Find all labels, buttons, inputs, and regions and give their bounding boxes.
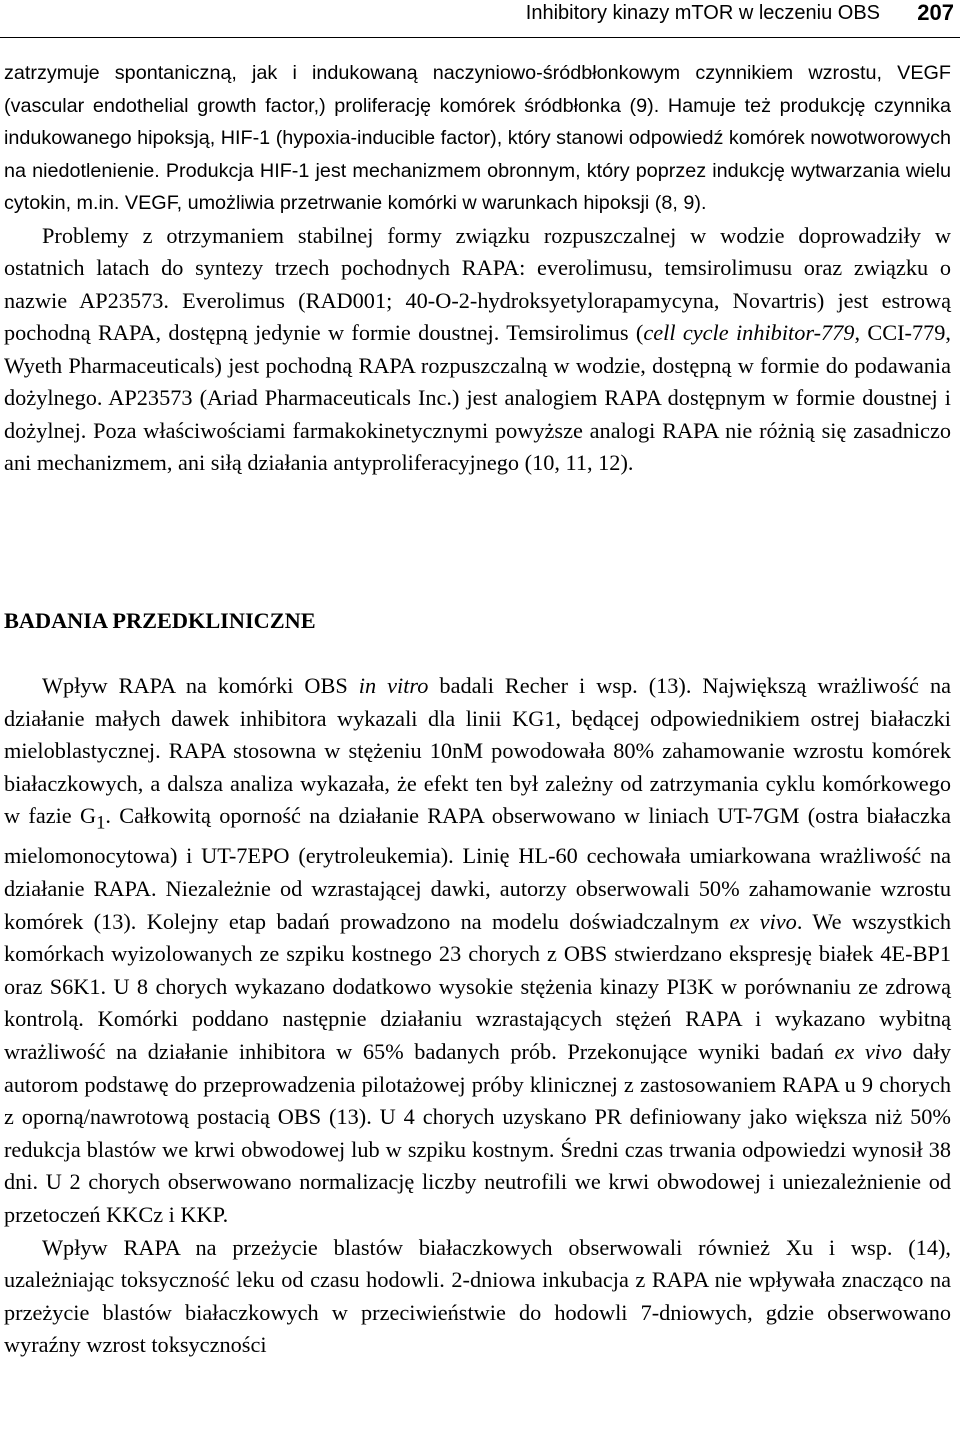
section-heading: BADANIA PRZEDKLINICZNE xyxy=(4,608,316,633)
text-run: , CCI-779, Wyeth Pharmaceuticals) jest pochodną RAPA rozpuszczalną w wodzie, dostępną w formie do podawania dożylnego. AP23573 (Ariad Pharmaceuticals Inc.) jest analogiem RAPA dostępnym w formie doustnej i dożylnej. Poza właściwościami farmakokinetycznymi powyższe analogi RAPA nie różnią się zasadniczo ani mechanizmem, ani siłą działania antyproliferacyjnego (10, 11, 12). xyxy=(4,320,952,475)
paragraph-recher xyxy=(4,670,951,1232)
paragraph-hif: zatrzymuje spontaniczną, jak i indukowaną naczyniowo-śródbłonkowym czynnikiem wzrostu, VEGF (vascular endothelial growth factor,) proliferację komórek śródbłonka (9). Hamuje też produkcję czynnika indukowanego hipoksją, HIF-1 (hypoxia-inducible factor), który stanowi odpowiedź komórek nowotworowych na niedotlenienie. Produkcja HIF-1 jest mechanizmem obronnym, który poprzez indukcję wytwarzania wielu cytokin, m.in. VEGF, umożliwia przetrwanie komórki w warunkach hipoksji (8, 9). xyxy=(4,62,951,214)
text-run: Wpływ RAPA na komórki OBS xyxy=(42,673,359,698)
text-run: dały autorom podstawę do przeprowadzenia pilotażowej próby klinicznej z zastosowaniem RAPA u 9 chorych z oporną/nawrotową postacią OBS (13). U 4 chorych uzyskano PR definiowany jako większa niż 50% redukcja blastów we krwi obwodowej lub w szpiku kostnym. Średni czas trwania odpowiedzi wynosił 38 dni. U 2 chorych obserwowano normalizację liczby neutrofili we krwi obwodowej i uniezależnienie od przetoczeń KKCz i KKP. xyxy=(4,1038,951,1227)
subscript: 1 xyxy=(96,812,106,834)
text-run: . We wszystkich komórkach wyizolowanych ze szpiku kostnego 23 chorych z OBS stwierdzano ekspresję białek 4E-BP1 oraz S6K1. U 8 chorych wykazano dodatkowo wysokie stężenia kinazy PI3K w porównaniu ze zdrową kontrolą. Komórki poddano następnie działaniu wzrastających stężeń RAPA i wykazano wybitną wrażliwość na działanie inhibitora w 65% badanych prób. Przekonujące wyniki badań xyxy=(4,908,951,1064)
page-number: 207 xyxy=(917,0,954,25)
text-run: . Całkowitą oporność na działanie RAPA obserwowano w liniach UT-7GM (ostra białaczka mielomonocytowa) i UT-7EPO (erytroleukemia). Linię HL-60 cechowała umiarkowana wrażliwość na działanie RAPA. Niezależnie od wzrastającej dawki, autorzy obserwowali 50% zahamowanie wzrostu komórek (13). Kolejny etap badań prowadzono na modelu doświadczalnym xyxy=(4,803,951,934)
main-content xyxy=(4,57,952,1358)
italic-term: ex vivo xyxy=(729,908,797,934)
italic-term: cell cycle inhibitor-779 xyxy=(643,320,855,345)
paragraph-analogues xyxy=(4,220,951,480)
text-run: Problemy z otrzymaniem stabilnej formy związku rozpuszczalnej w wodzie doprowadziły w ostatnich latach do syntezy trzech pochodnych RAPA: everolimusu, temsirolimusu oraz związku o nazwie AP23573. Everolimus (RAD001; 40-O-2-hydroksyetylorapamycyna, Novartris) jest estrową pochodną RAPA, dostępną jedynie w formie doustnej. Temsirolimus ( xyxy=(4,222,951,345)
text-run: badali Recher i wsp. (13). Największą wrażliwość na działanie małych dawek inhibitora wykazali dla linii KG1, będącej odpowiednikiem ostrej białaczki mieloblastycznej. RAPA stosowna w stężeniu 10nM powodowała 80% zahamowanie wzrostu komórek białaczkowych, a dalsza analiza wykazała, że efekt ten był zależny od zatrzymania cyklu komórkowego w fazie G xyxy=(4,673,951,829)
running-title: Inhibitory kinazy mTOR w leczeniu OBS xyxy=(525,2,880,24)
paragraph-xu: Wpływ RAPA na przeżycie blastów białaczkowych obserwowali również Xu i wsp. (14), uzależniając toksyczność leku od czasu hodowli. 2-dniowa inkubacja z RAPA nie wpływała znacząco na przeżycie blastów białaczkowych w przeciwieństwie do hodowli 7-dniowych, gdzie obserwowano wyraźny wzrost toksyczności xyxy=(4,1234,951,1358)
preclinical-section xyxy=(4,670,951,1362)
italic-term: in vitro xyxy=(358,673,429,698)
running-header xyxy=(0,0,960,38)
italic-term: ex vivo xyxy=(834,1038,902,1064)
